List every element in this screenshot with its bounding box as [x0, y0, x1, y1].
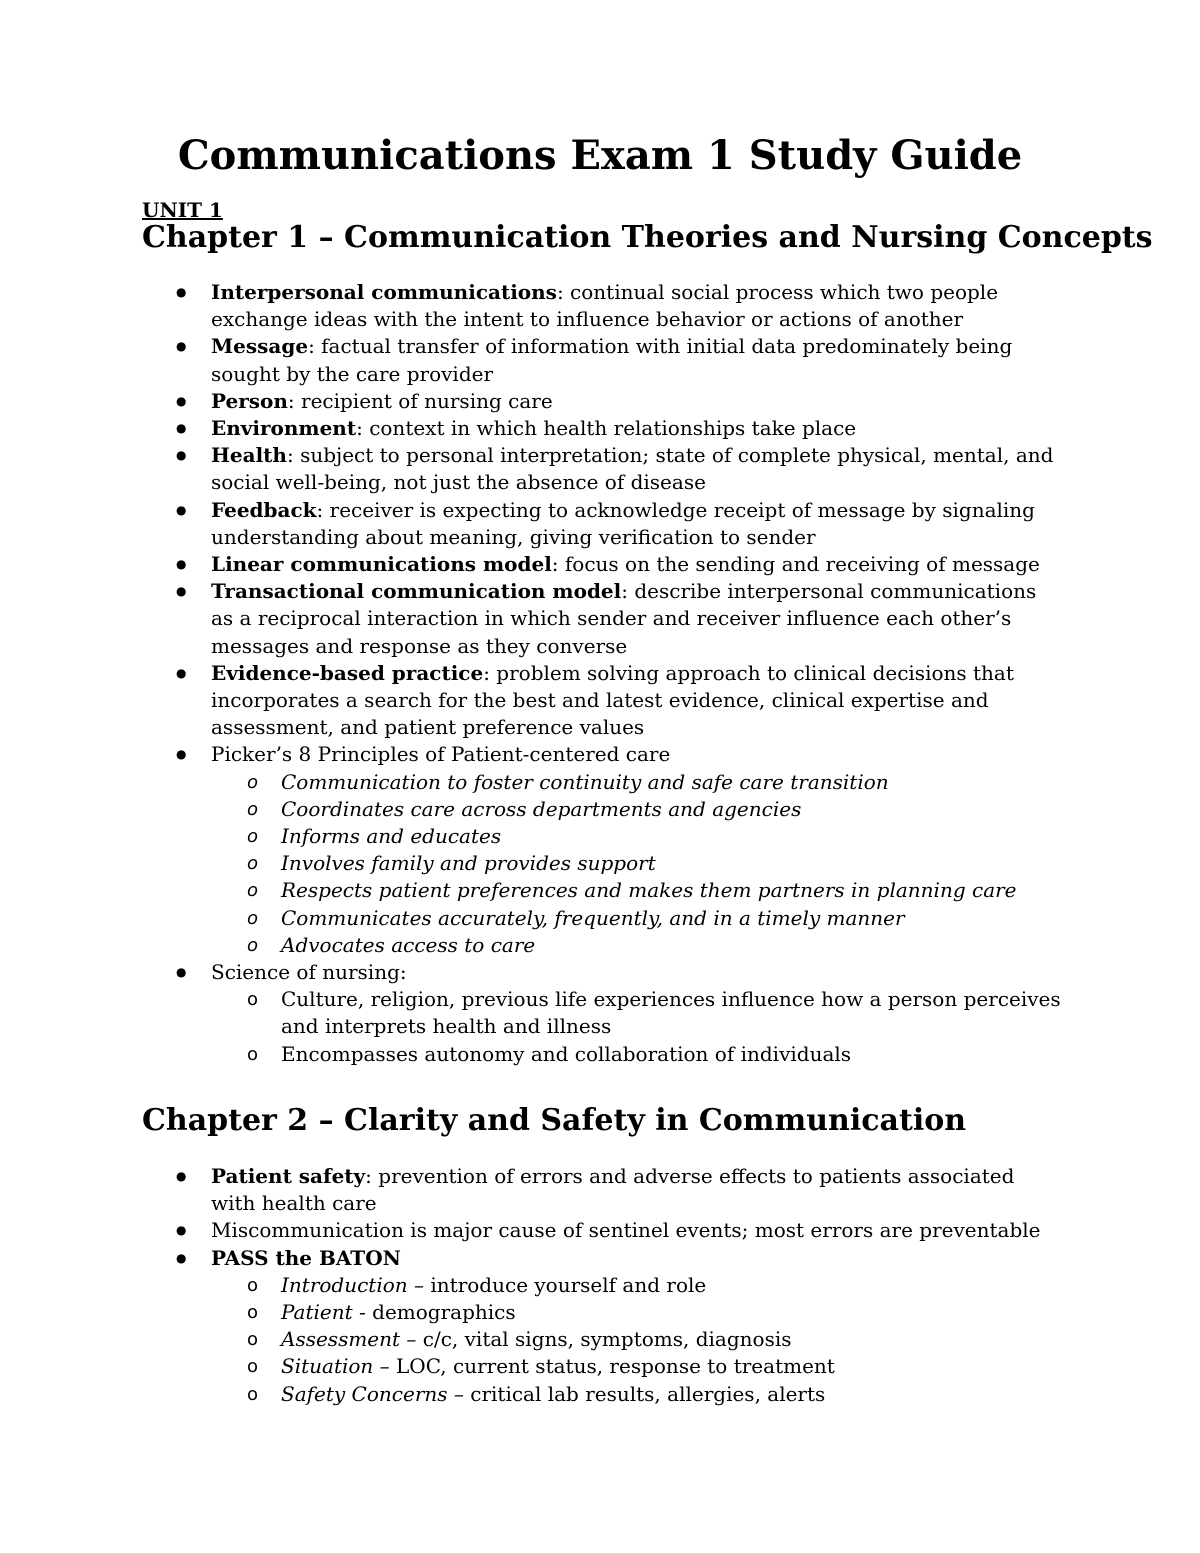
sub-list-item: o Respects patient preferences and makes them partners in planning care: [281, 877, 1061, 904]
pickers-sublist: [211, 769, 1061, 959]
list-item-science: [211, 959, 1061, 1068]
sub-list-item: o Informs and educates: [281, 823, 1061, 850]
sub-list-item: o Advocates access to care: [281, 932, 1061, 959]
pass-baton-sublist: [211, 1272, 1061, 1408]
definition: : context in which health relationships take place: [356, 416, 857, 441]
sub-definition: – c/c, vital signs, symptoms, diagnosis: [400, 1327, 792, 1352]
list-item: ● Miscommunication is major cause of sentinel events; most errors are preventable: [211, 1217, 1061, 1244]
list-item-pickers: [211, 741, 1061, 959]
list-item-pass-baton: [211, 1245, 1061, 1408]
term: Evidence-based practice: [211, 660, 484, 685]
term: Person: [211, 388, 288, 413]
list-item: [211, 497, 1061, 551]
sub-list-item: o Communicates accurately, frequently, and in a timely manner: [281, 905, 1061, 932]
pass-baton-label: PASS the BATON: [211, 1245, 401, 1270]
sub-term: Assessment: [281, 1327, 401, 1352]
science-sublist: [211, 986, 1061, 1068]
term: Environment: [211, 416, 357, 441]
definition: : focus on the sending and receiving of message: [551, 552, 1040, 577]
sub-term: Situation: [281, 1354, 374, 1379]
list-item: [211, 551, 1061, 578]
sub-list-item: o Communication to foster continuity and safe care transition: [281, 769, 1061, 796]
term: Message: [211, 334, 309, 359]
list-item: [211, 388, 1061, 415]
list-item: [211, 660, 1061, 742]
sub-definition: – introduce yourself and role: [407, 1272, 707, 1297]
list-item: [211, 333, 1061, 387]
definition: : receiver is expecting to acknowledge receipt of message by signaling understanding about meaning, giving verification to sender: [211, 497, 1035, 549]
science-label: Science of nursing:: [211, 960, 407, 985]
sub-list-item: o Encompasses autonomy and collaboration of individuals: [281, 1041, 1061, 1068]
chapter-1-heading: Chapter 1 – Communication Theories and Nursing Concepts: [142, 220, 1153, 255]
sub-definition: - demographics: [352, 1300, 516, 1325]
term: Interpersonal communications: [211, 280, 557, 304]
sub-list-item: o Coordinates care across departments and agencies: [281, 796, 1061, 823]
definition: : describe interpersonal communications as a reciprocal interaction in which sender and receiver influence each other’s messages and response as they converse: [211, 579, 1037, 658]
chapter-2-heading: Chapter 2 – Clarity and Safety in Communication: [142, 1103, 967, 1138]
definition: : continual social process which two people exchange ideas with the intent to influence behavior or actions of another: [211, 280, 999, 332]
sub-term: Introduction: [281, 1272, 408, 1297]
definition: : prevention of errors and adverse effects to patients associated with health care: [211, 1164, 1015, 1216]
definition: : subject to personal interpretation; state of complete physical, mental, and social well-being, not just the absence of disease: [211, 443, 1054, 495]
list-item: [211, 578, 1061, 660]
list-item: [211, 415, 1061, 442]
sub-list-item: [281, 1381, 1061, 1408]
unit-heading: UNIT 1: [142, 198, 223, 222]
sub-list-item: [281, 1326, 1061, 1353]
sub-list-item: [281, 1353, 1061, 1380]
sub-definition: – critical lab results, allergies, alerts: [447, 1381, 826, 1406]
sub-list-item: [281, 1299, 1061, 1326]
list-item: [211, 442, 1061, 496]
document-title: Communications Exam 1 Study Guide: [177, 132, 1023, 179]
term: Transactional communication model: [211, 579, 622, 604]
term: Linear communications model: [211, 552, 552, 577]
list-item: [211, 1163, 1061, 1217]
list-item: [211, 279, 1061, 333]
chapter-1-list: [211, 279, 1061, 1068]
sub-definition: – LOC, current status, response to treatment: [373, 1354, 835, 1379]
definition: : factual transfer of information with initial data predominately being sought by the care provider: [211, 334, 1013, 386]
sub-list-item: [281, 1272, 1061, 1299]
term: Health: [211, 443, 287, 468]
sub-list-item: o Involves family and provides support: [281, 850, 1061, 877]
pickers-label: Picker’s 8 Principles of Patient-centered care: [211, 742, 671, 767]
sub-term: Patient: [281, 1300, 353, 1325]
definition: : problem solving approach to clinical decisions that incorporates a search for the best and latest evidence, clinical expertise and assessment, and patient preference values: [211, 660, 1014, 740]
sub-term: Safety Concerns: [281, 1381, 448, 1406]
term: Feedback: [211, 497, 317, 522]
definition: : recipient of nursing care: [287, 388, 553, 413]
sub-list-item: o Culture, religion, previous life experiences influence how a person perceives and interprets health and illness: [281, 986, 1061, 1040]
term: Patient safety: [211, 1164, 366, 1188]
chapter-2-list: [211, 1163, 1061, 1408]
